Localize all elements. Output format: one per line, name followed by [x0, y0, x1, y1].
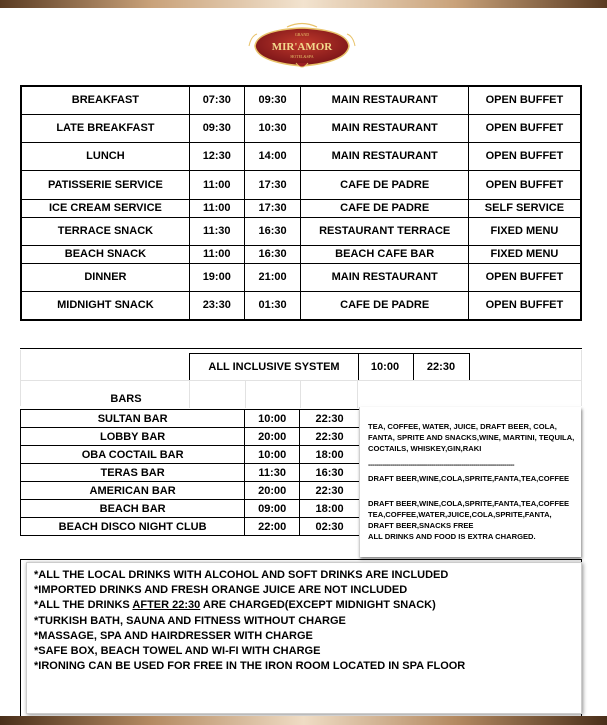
meal-start-time: 11:00	[189, 245, 244, 263]
meal-start-time: 09:30	[189, 114, 244, 142]
meal-name: BREAKFAST	[21, 86, 189, 114]
bar-name: LOBBY BAR	[21, 428, 245, 446]
meal-start-time: 23:30	[189, 291, 244, 320]
section-divider	[20, 348, 582, 349]
bar-open-time: 10:00	[245, 410, 300, 428]
meal-row	[21, 170, 581, 199]
svg-text:MIR'AMOR: MIR'AMOR	[271, 41, 333, 53]
meal-start-time: 07:30	[189, 86, 244, 114]
meal-name: LATE BREAKFAST	[21, 114, 189, 142]
meal-end-time: 16:30	[244, 245, 301, 263]
bar-open-time: 10:00	[245, 446, 300, 464]
bar-row	[21, 500, 360, 518]
meal-row	[21, 245, 581, 263]
meal-venue: MAIN RESTAURANT	[301, 263, 468, 291]
drinks-lobby-bar: DRAFT BEER,WINE,COLA,SPRITE,FANTA,TEA,COFFEE	[368, 474, 570, 483]
meal-end-time: 16:30	[244, 217, 301, 245]
meal-end-time: 14:00	[244, 142, 301, 170]
bar-row	[21, 482, 360, 500]
meal-row	[21, 114, 581, 142]
bar-open-time: 22:00	[245, 518, 300, 536]
bar-name: BEACH DISCO NIGHT CLUB	[21, 518, 245, 536]
meal-end-time: 01:30	[244, 291, 301, 320]
drinks-separator: ------------------------------------------------------------------------	[368, 460, 515, 469]
svg-text:GRAND: GRAND	[294, 32, 310, 37]
meal-venue: RESTAURANT TERRACE	[301, 217, 468, 245]
bar-row	[21, 518, 360, 536]
all-inclusive-start: 10:00	[357, 353, 414, 381]
meal-row	[21, 263, 581, 291]
all-inclusive-end: 22:30	[413, 353, 470, 381]
bar-close-time: 22:30	[300, 410, 360, 428]
bar-open-time: 20:00	[245, 482, 300, 500]
meal-row	[21, 86, 581, 114]
meal-venue: BEACH CAFE BAR	[301, 245, 468, 263]
meal-start-time: 12:30	[189, 142, 244, 170]
note-massage-spa: *MASSAGE, SPA AND HAIRDRESSER WITH CHARGE	[34, 629, 313, 642]
meal-name: ICE CREAM SERVICE	[21, 199, 189, 217]
meal-venue: CAFE DE PADRE	[301, 199, 468, 217]
note-imported-drinks: *IMPORTED DRINKS AND FRESH ORANGE JUICE ARE NOT INCLUDED	[34, 584, 408, 597]
meal-service-type: OPEN BUFFET	[468, 170, 581, 199]
meal-start-time: 11:00	[189, 170, 244, 199]
drinks-sultan-bar: TEA, COFFEE, WATER, JUICE, DRAFT BEER, COLA, FANTA, SPRITE AND SNACKS,WINE, MARTINI, TEQUILA, COCTAILS, WHISKEY,GIN,RAKI	[368, 422, 575, 453]
meal-name: MIDNIGHT SNACK	[21, 291, 189, 320]
top-decor-bar	[0, 0, 607, 8]
bar-name: SULTAN BAR	[21, 410, 245, 428]
bar-close-time: 02:30	[300, 518, 360, 536]
meal-end-time: 17:30	[244, 199, 301, 217]
meal-row	[21, 217, 581, 245]
bar-name: OBA COCTAIL BAR	[21, 446, 245, 464]
meal-row	[21, 142, 581, 170]
meal-name: PATISSERIE SERVICE	[21, 170, 189, 199]
note-ironing: *IRONING CAN BE USED FOR FREE IN THE IRON ROOM LOCATED IN SPA FLOOR	[34, 660, 466, 673]
meal-service-type: OPEN BUFFET	[468, 142, 581, 170]
bar-name: TERAS BAR	[21, 464, 245, 482]
meal-name: LUNCH	[21, 142, 189, 170]
meal-venue: CAFE DE PADRE	[301, 291, 468, 320]
meal-start-time: 19:00	[189, 263, 244, 291]
notes-section	[20, 559, 582, 719]
drinks-info-box	[359, 407, 581, 557]
logo-emblem-icon	[247, 22, 357, 72]
meal-name: BEACH SNACK	[21, 245, 189, 263]
meal-service-type: OPEN BUFFET	[468, 291, 581, 320]
bar-close-time: 22:30	[300, 428, 360, 446]
meal-venue: CAFE DE PADRE	[301, 170, 468, 199]
bars-heading: BARS	[110, 393, 142, 405]
meal-start-time: 11:30	[189, 217, 244, 245]
meal-end-time: 17:30	[244, 170, 301, 199]
meal-end-time: 09:30	[244, 86, 301, 114]
meal-end-time: 21:00	[244, 263, 301, 291]
note-drinks-charged: *ALL THE DRINKS AFTER 22:30 ARE CHARGED(EXCEPT MIDNIGHT SNACK)	[34, 599, 436, 612]
meal-row	[21, 199, 581, 217]
meal-service-type: SELF SERVICE	[468, 199, 581, 217]
bar-close-time: 22:30	[300, 482, 360, 500]
meal-service-type: FIXED MENU	[468, 217, 581, 245]
note-turkish-bath: *TURKISH BATH, SAUNA AND FITNESS WITHOUT CHARGE	[34, 614, 346, 627]
bar-open-time: 11:30	[245, 464, 300, 482]
drinks-other-bars: DRAFT BEER,WINE,COLA,SPRITE,FANTA,TEA,COFFEE TEA,COFFEE,WATER,JUICE,COLA,SPRITE,FANTA, DRAFT BEER,SNACKS FREE	[368, 499, 570, 530]
meal-start-time: 11:00	[189, 199, 244, 217]
note-safe-box: *SAFE BOX, BEACH TOWEL AND WI-FI WITH CHARGE	[34, 644, 321, 657]
meal-schedule-table	[20, 85, 582, 321]
bar-row	[21, 446, 360, 464]
all-inclusive-label: ALL INCLUSIVE SYSTEM	[189, 353, 359, 381]
meal-name: TERRACE SNACK	[21, 217, 189, 245]
svg-text:HOTEL&SPA: HOTEL&SPA	[290, 54, 314, 59]
bar-close-time: 18:00	[300, 446, 360, 464]
meal-venue: MAIN RESTAURANT	[301, 114, 468, 142]
bar-row	[21, 428, 360, 446]
bar-close-time: 18:00	[300, 500, 360, 518]
meal-service-type: OPEN BUFFET	[468, 263, 581, 291]
bars-schedule-table	[20, 409, 360, 536]
bar-open-time: 09:00	[245, 500, 300, 518]
meal-venue: MAIN RESTAURANT	[301, 142, 468, 170]
bar-name: BEACH BAR	[21, 500, 245, 518]
meal-end-time: 10:30	[244, 114, 301, 142]
meal-service-type: OPEN BUFFET	[468, 86, 581, 114]
bar-row	[21, 410, 360, 428]
bar-open-time: 20:00	[245, 428, 300, 446]
meal-name: DINNER	[21, 263, 189, 291]
meal-row	[21, 291, 581, 320]
hotel-logo	[247, 22, 357, 72]
drinks-extra-charge: ALL DRINKS AND FOOD IS EXTRA CHARGED.	[368, 532, 536, 541]
meal-service-type: OPEN BUFFET	[468, 114, 581, 142]
meal-service-type: FIXED MENU	[468, 245, 581, 263]
bar-close-time: 16:30	[300, 464, 360, 482]
bar-row	[21, 464, 360, 482]
bar-name: AMERICAN BAR	[21, 482, 245, 500]
note-local-drinks: *ALL THE LOCAL DRINKS WITH ALCOHOL AND SOFT DRINKS ARE INCLUDED	[34, 569, 449, 581]
bottom-decor-bar	[0, 716, 607, 725]
meal-venue: MAIN RESTAURANT	[301, 86, 468, 114]
